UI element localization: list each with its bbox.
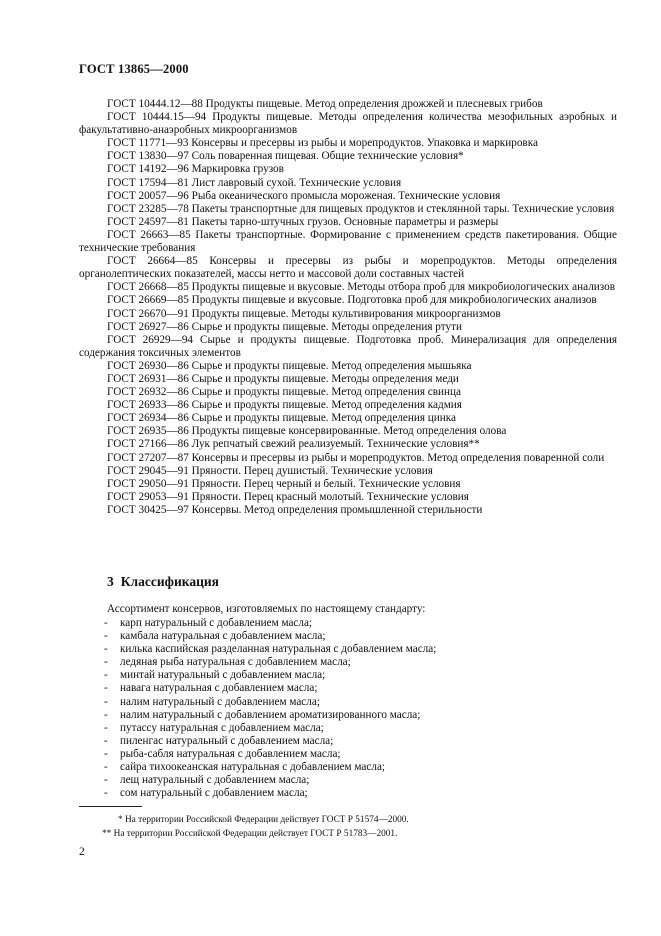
- assortment-intro: Ассортимент консервов, изготовляемых по настоящему стандарту:: [107, 603, 426, 615]
- reference-item: ГОСТ 26664—85 Консервы и пресервы из рыбы и морепродуктов. Методы определения органолептических показателей, массы нетто и массовой доли составных частей: [79, 255, 617, 281]
- reference-item: ГОСТ 29045—91 Пряности. Перец душистый. Технические условия: [107, 464, 433, 477]
- list-item: - налим натуральный с добавлением масла;: [104, 695, 320, 708]
- reference-item: ГОСТ 26663—85 Пакеты транспортные. Формирование с применением средств пакетирования. Общие технические требования: [79, 228, 617, 255]
- list-item: - ледяная рыба натуральная с добавлением масла;: [104, 656, 351, 669]
- reference-item: ГОСТ 27207—87 Консервы и пресервы из рыбы и морепродуктов. Метод определения поваренной соли: [107, 451, 605, 464]
- reference-item: ГОСТ 14192—96 Маркировка грузов: [107, 163, 284, 176]
- list-item: - сайра тихоокеанская натуральная с добавлением масла;: [104, 761, 386, 774]
- reference-item: ГОСТ 29053—91 Пряности. Перец красный молотый. Технические условия: [107, 490, 469, 503]
- list-item: - пиленгас натуральный с добавлением масла;: [104, 734, 334, 747]
- reference-item: ГОСТ 26933—86 Сырье и продукты пищевые. Метод определения кадмия: [107, 399, 462, 412]
- reference-item: ГОСТ 26929—94 Сырье и продукты пищевые. Подготовка проб. Минерализация для определения содержания токсичных элементов: [79, 333, 617, 359]
- reference-item: ГОСТ 27166—86 Лук репчатый свежий реализуемый. Технические условия**: [107, 438, 480, 451]
- reference-item: ГОСТ 13830—97 Соль поваренная пищевая. Общие технические условия*: [107, 150, 464, 163]
- reference-item: ГОСТ 26668—85 Продукты пищевые и вкусовые. Методы отбора проб для микробиологических анализов: [107, 281, 616, 294]
- reference-item: ГОСТ 11771—93 Консервы и пресервы из рыбы и морепродуктов. Упаковка и маркировка: [107, 137, 538, 150]
- reference-item: ГОСТ 26669—85 Продукты пищевые и вкусовые. Подготовка проб для микробиологических анализов: [107, 294, 597, 307]
- list-item: - рыба-сабля натуральная с добавлением масла;: [104, 747, 341, 760]
- reference-item: ГОСТ 10444.15—94 Продукты пищевые. Методы определения количества мезофильных аэробных и факультативно-анаэробных микроорганизмов: [79, 111, 617, 137]
- reference-item: ГОСТ 26670—91 Продукты пищевые. Методы культивирования микроорганизмов: [107, 307, 501, 320]
- reference-item: ГОСТ 26934—86 Сырье и продукты пищевые. Метод определения цинка: [107, 412, 456, 425]
- reference-item: ГОСТ 26935—86 Продукты пищевые консервированные. Метод определения олова: [107, 425, 507, 438]
- list-item: - сом натуральный с добавлением масла;: [104, 787, 308, 800]
- section-number: 3: [107, 574, 114, 589]
- reference-item: ГОСТ 29050—91 Пряности. Перец черный и белый. Технические условия: [107, 477, 461, 490]
- reference-item: ГОСТ 24597—81 Пакеты тарно-штучных грузов. Основные параметры и размеры: [107, 215, 499, 228]
- section-title: Классификация: [120, 574, 219, 589]
- list-item: - карп натуральный с добавлением масла;: [104, 617, 313, 629]
- page-number: 2: [79, 846, 85, 858]
- reference-item: ГОСТ 30425—97 Консервы. Метод определения промышленной стерильности: [107, 503, 483, 516]
- list-item: - путассу натуральная с добавлением масла;: [104, 721, 324, 734]
- list-item: - камбала натуральная с добавлением масла;: [104, 630, 326, 643]
- reference-item: ГОСТ 23285—78 Пакеты транспортные для пищевых продуктов и стеклянной тары. Технические условия: [107, 202, 615, 215]
- reference-item: ГОСТ 26930—86 Сырье и продукты пищевые. Метод определения мышьяка: [107, 359, 472, 372]
- footnote-2: ** На территории Российской Федерации действует ГОСТ Р 51783—2001.: [102, 829, 398, 839]
- normative-references: [79, 98, 617, 517]
- reference-item: ГОСТ 26931—86 Сырье и продукты пищевые. Методы определения меди: [107, 372, 459, 385]
- list-item: - килька каспийская разделанная натуральная с добавлением масла;: [104, 643, 437, 656]
- reference-item: ГОСТ 20057—96 Рыба океанического промысла мороженая. Технические условия: [107, 189, 501, 202]
- reference-item: ГОСТ 17594—81 Лист лавровый сухой. Технические условия: [107, 176, 402, 189]
- footnote-1: * На территории Российской Федерации действует ГОСТ Р 51574—2000.: [118, 815, 409, 825]
- list-item: - навага натуральная с добавлением масла;: [104, 682, 318, 695]
- section-heading: [107, 574, 219, 590]
- assortment-list: [104, 617, 436, 800]
- reference-item: ГОСТ 26932—86 Сырье и продукты пищевые. Метод определения свинца: [107, 386, 461, 399]
- reference-item: ГОСТ 10444.12—88 Продукты пищевые. Метод определения дрожжей и плесневых грибов: [107, 98, 543, 110]
- list-item: - налим натуральный с добавлением ароматизированного масла;: [104, 708, 421, 721]
- list-item: - лещ натуральный с добавлением масла;: [104, 774, 310, 787]
- reference-item: ГОСТ 26927—86 Сырье и продукты пищевые. Методы определения ртути: [107, 320, 462, 333]
- footnote-divider: [79, 806, 142, 807]
- list-item: - минтай натуральный с добавлением масла;: [104, 669, 326, 682]
- document-header: ГОСТ 13865—2000: [79, 62, 189, 76]
